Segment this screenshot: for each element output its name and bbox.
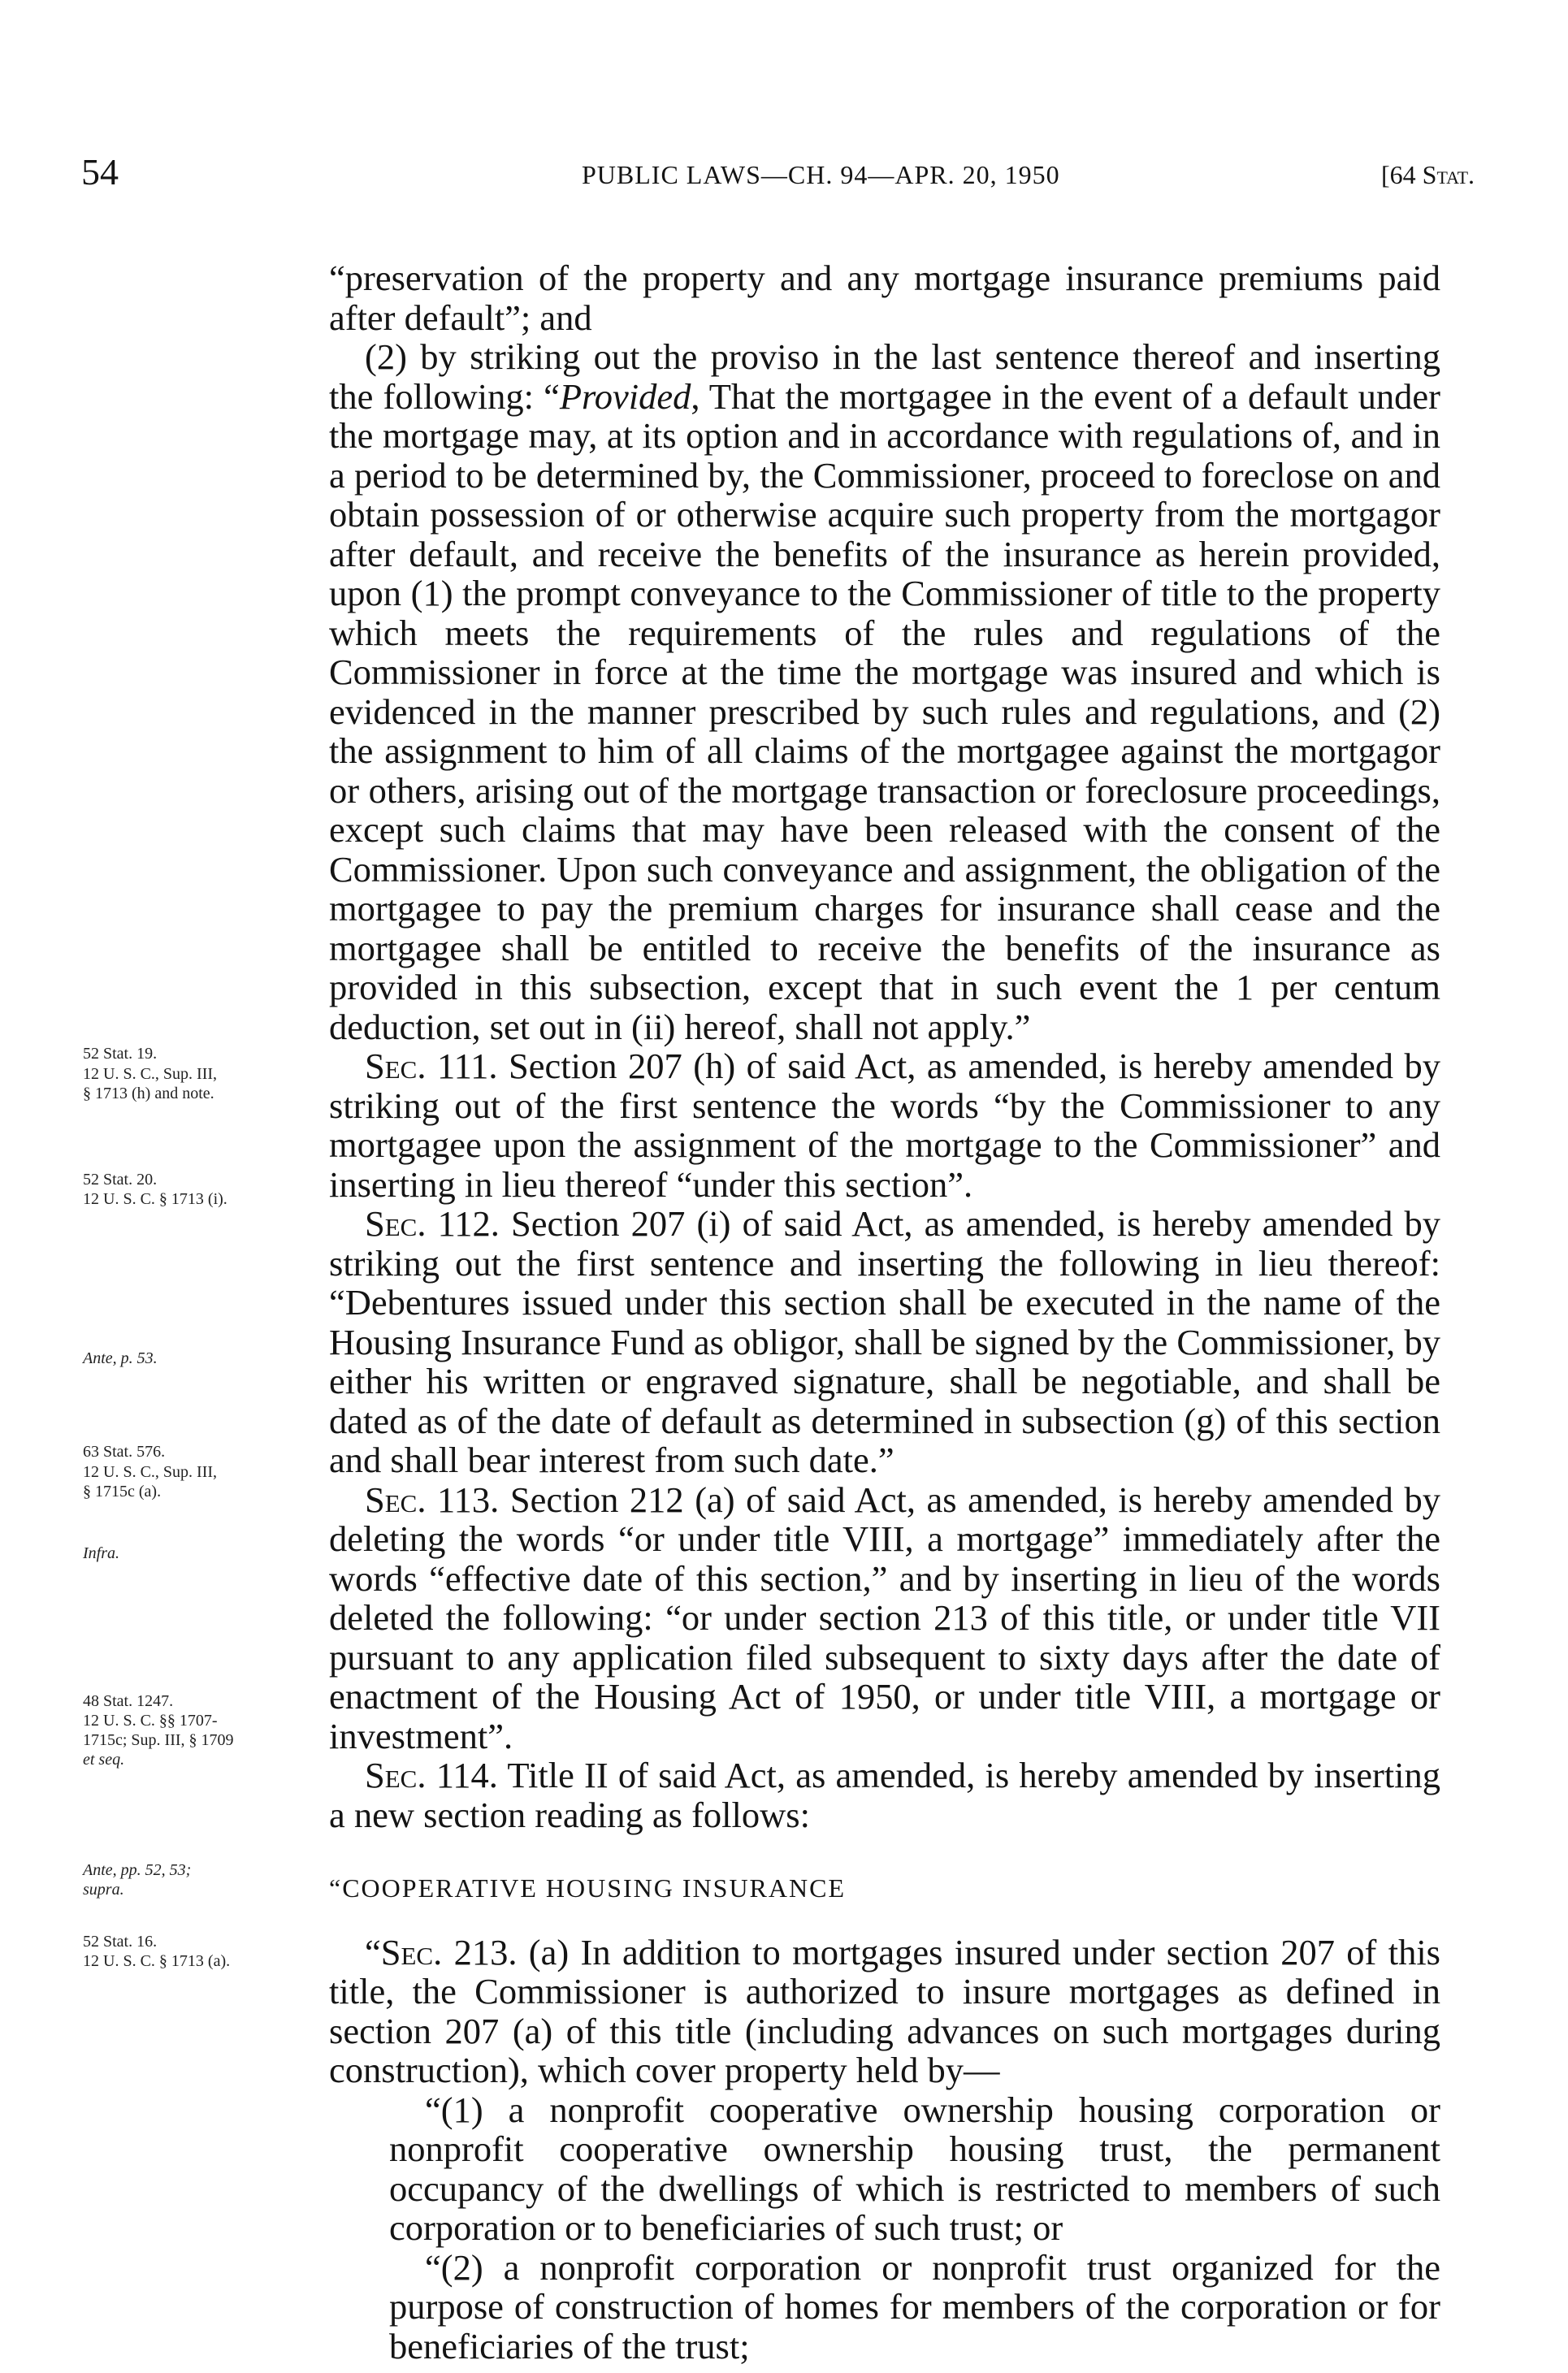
section-213: “Sec. 213. (a) In addition to mortgages insured under section 207 of this title, the Commissioner is authorized to insure mortgages as defined in section 207 (a) of this title (including advances on such mortgages during construction), which cover property held by—	[329, 1931, 1440, 2090]
page-header	[81, 150, 1475, 199]
page-number: 54	[81, 151, 119, 193]
paragraph: “preservation of the property and any mortgage insurance premiums paid after default”; and	[329, 258, 1440, 338]
section-label: Sec. 112.	[365, 1203, 500, 1244]
margin-note: et seq.	[83, 1751, 125, 1769]
margin-note: 52 Stat. 19.	[83, 1045, 158, 1063]
margin-note: 52 Stat. 16.	[83, 1933, 158, 1951]
paragraph: (2) by striking out the proviso in the last sentence thereof and inserting the following: “Provided, That the mortgagee in the event of a default under the mortgage may, at its option and in accordance with regulations of, and in a period to be determined by, the Commissioner, proceed to foreclose on and obtain possession of or otherwise acquire such property from the mortgagor after default, and receive the benefits of the insurance as herein provided, upon (1) the prompt conveyance to the Commissioner of title to the property which meets the requirements of the rules and regulations of the Commissioner in force at the time the mortgage was insured and which is evidenced in the manner prescribed by such rules and regulations, and (2) the assignment to him of all claims of the mortgagee against the mortgagor or others, arising out of the mortgage transaction or foreclosure proceedings, except such claims that may have been released with the consent of the Commissioner. Upon such conveyance and assignment, the obligation of the mortgagee to pay the premium charges for insurance shall cease and the mortgagee shall be entitled to receive the benefits of the insurance as provided in this subsection, except that in such event the 1 per centum deduction, set out in (ii) hereof, shall not apply.”	[329, 336, 1440, 1047]
section-114: Sec. 114. Title II of said Act, as amended, is hereby amended by inserting a new section reading as follows:	[329, 1755, 1440, 1835]
section-112: Sec. 112. Section 207 (i) of said Act, as amended, is hereby amended by striking out the first sentence and inserting the following in lieu thereof: “Debentures issued under this section shall be executed in the name of the Housing Insurance Fund as obligor, shall be signed by the Commissioner, by either his written or engraved signature, shall be negotiable, and shall be dated as of the date of default as determined in subsection (g) of this section and shall bear interest from such date.”	[329, 1203, 1440, 1480]
body-text	[329, 258, 1440, 2366]
section-label: Sec. 111.	[365, 1046, 498, 1086]
running-title: PUBLIC LAWS—CH. 94—APR. 20, 1950	[582, 160, 1060, 189]
statute-reference: [64 Stat.	[1381, 160, 1475, 189]
section-label: Sec. 113.	[365, 1479, 500, 1520]
margin-note: 12 U. S. C., Sup. III,	[83, 1463, 218, 1481]
margin-note: 52 Stat. 20.	[83, 1171, 158, 1189]
margin-note: 48 Stat. 1247.	[83, 1692, 174, 1710]
margin-note: Ante, pp. 52, 53;	[83, 1861, 192, 1879]
section-label: Sec. 114.	[365, 1755, 498, 1795]
margin-note: 63 Stat. 576.	[83, 1443, 166, 1461]
margin-note: supra.	[83, 1881, 124, 1899]
section-111: Sec. 111. Section 207 (h) of said Act, as amended, is hereby amended by striking out of the first sentence the words “by the Commissioner to any mortgagee upon the assignment of the mortgage to the Commissioner” and inserting in lieu thereof “under this section”.	[329, 1046, 1441, 1205]
margin-note: 12 U. S. C. § 1713 (a).	[83, 1952, 231, 1970]
margin-note: 12 U. S. C., Sup. III,	[83, 1065, 218, 1083]
section-heading: “COOPERATIVE HOUSING INSURANCE	[329, 1873, 846, 1903]
margin-note: § 1713 (h) and note.	[83, 1085, 214, 1102]
section-label: “Sec. 213.	[365, 1931, 518, 1972]
list-item: “(2) a nonprofit corporation or nonprofit trust organized for the purpose of construction of homes for members of the corporation or for beneficiaries of the trust;	[389, 2246, 1440, 2367]
margin-note: 12 U. S. C. § 1713 (i).	[83, 1190, 227, 1208]
margin-note: Infra.	[83, 1544, 119, 1562]
margin-note: § 1715c (a).	[83, 1483, 162, 1500]
margin-note: 12 U. S. C. §§ 1707-	[83, 1712, 218, 1730]
list-item: “(1) a nonprofit cooperative ownership housing corporation or nonprofit cooperative ownership housing trust, the permanent occupancy of the dwellings of which is restricted to members of such corporation or to beneficiaries of such trust; or	[389, 2089, 1440, 2248]
section-113: Sec. 113. Section 212 (a) of said Act, as amended, is hereby amended by deleting the words “or under title VIII, a mortgage” immediately after the words “effective date of this section,” and by inserting in lieu of the words deleted the following: “or under section 213 of this title, or under title VII pursuant to any application filed subsequent to sixty days after the date of enactment of the Housing Act of 1950, or under title VIII, a mortgage or investment”.	[329, 1479, 1440, 1756]
margin-note: Ante, p. 53.	[83, 1349, 158, 1367]
margin-note: 1715c; Sup. III, § 1709	[83, 1731, 234, 1749]
provided-term: Provided	[559, 375, 691, 417]
